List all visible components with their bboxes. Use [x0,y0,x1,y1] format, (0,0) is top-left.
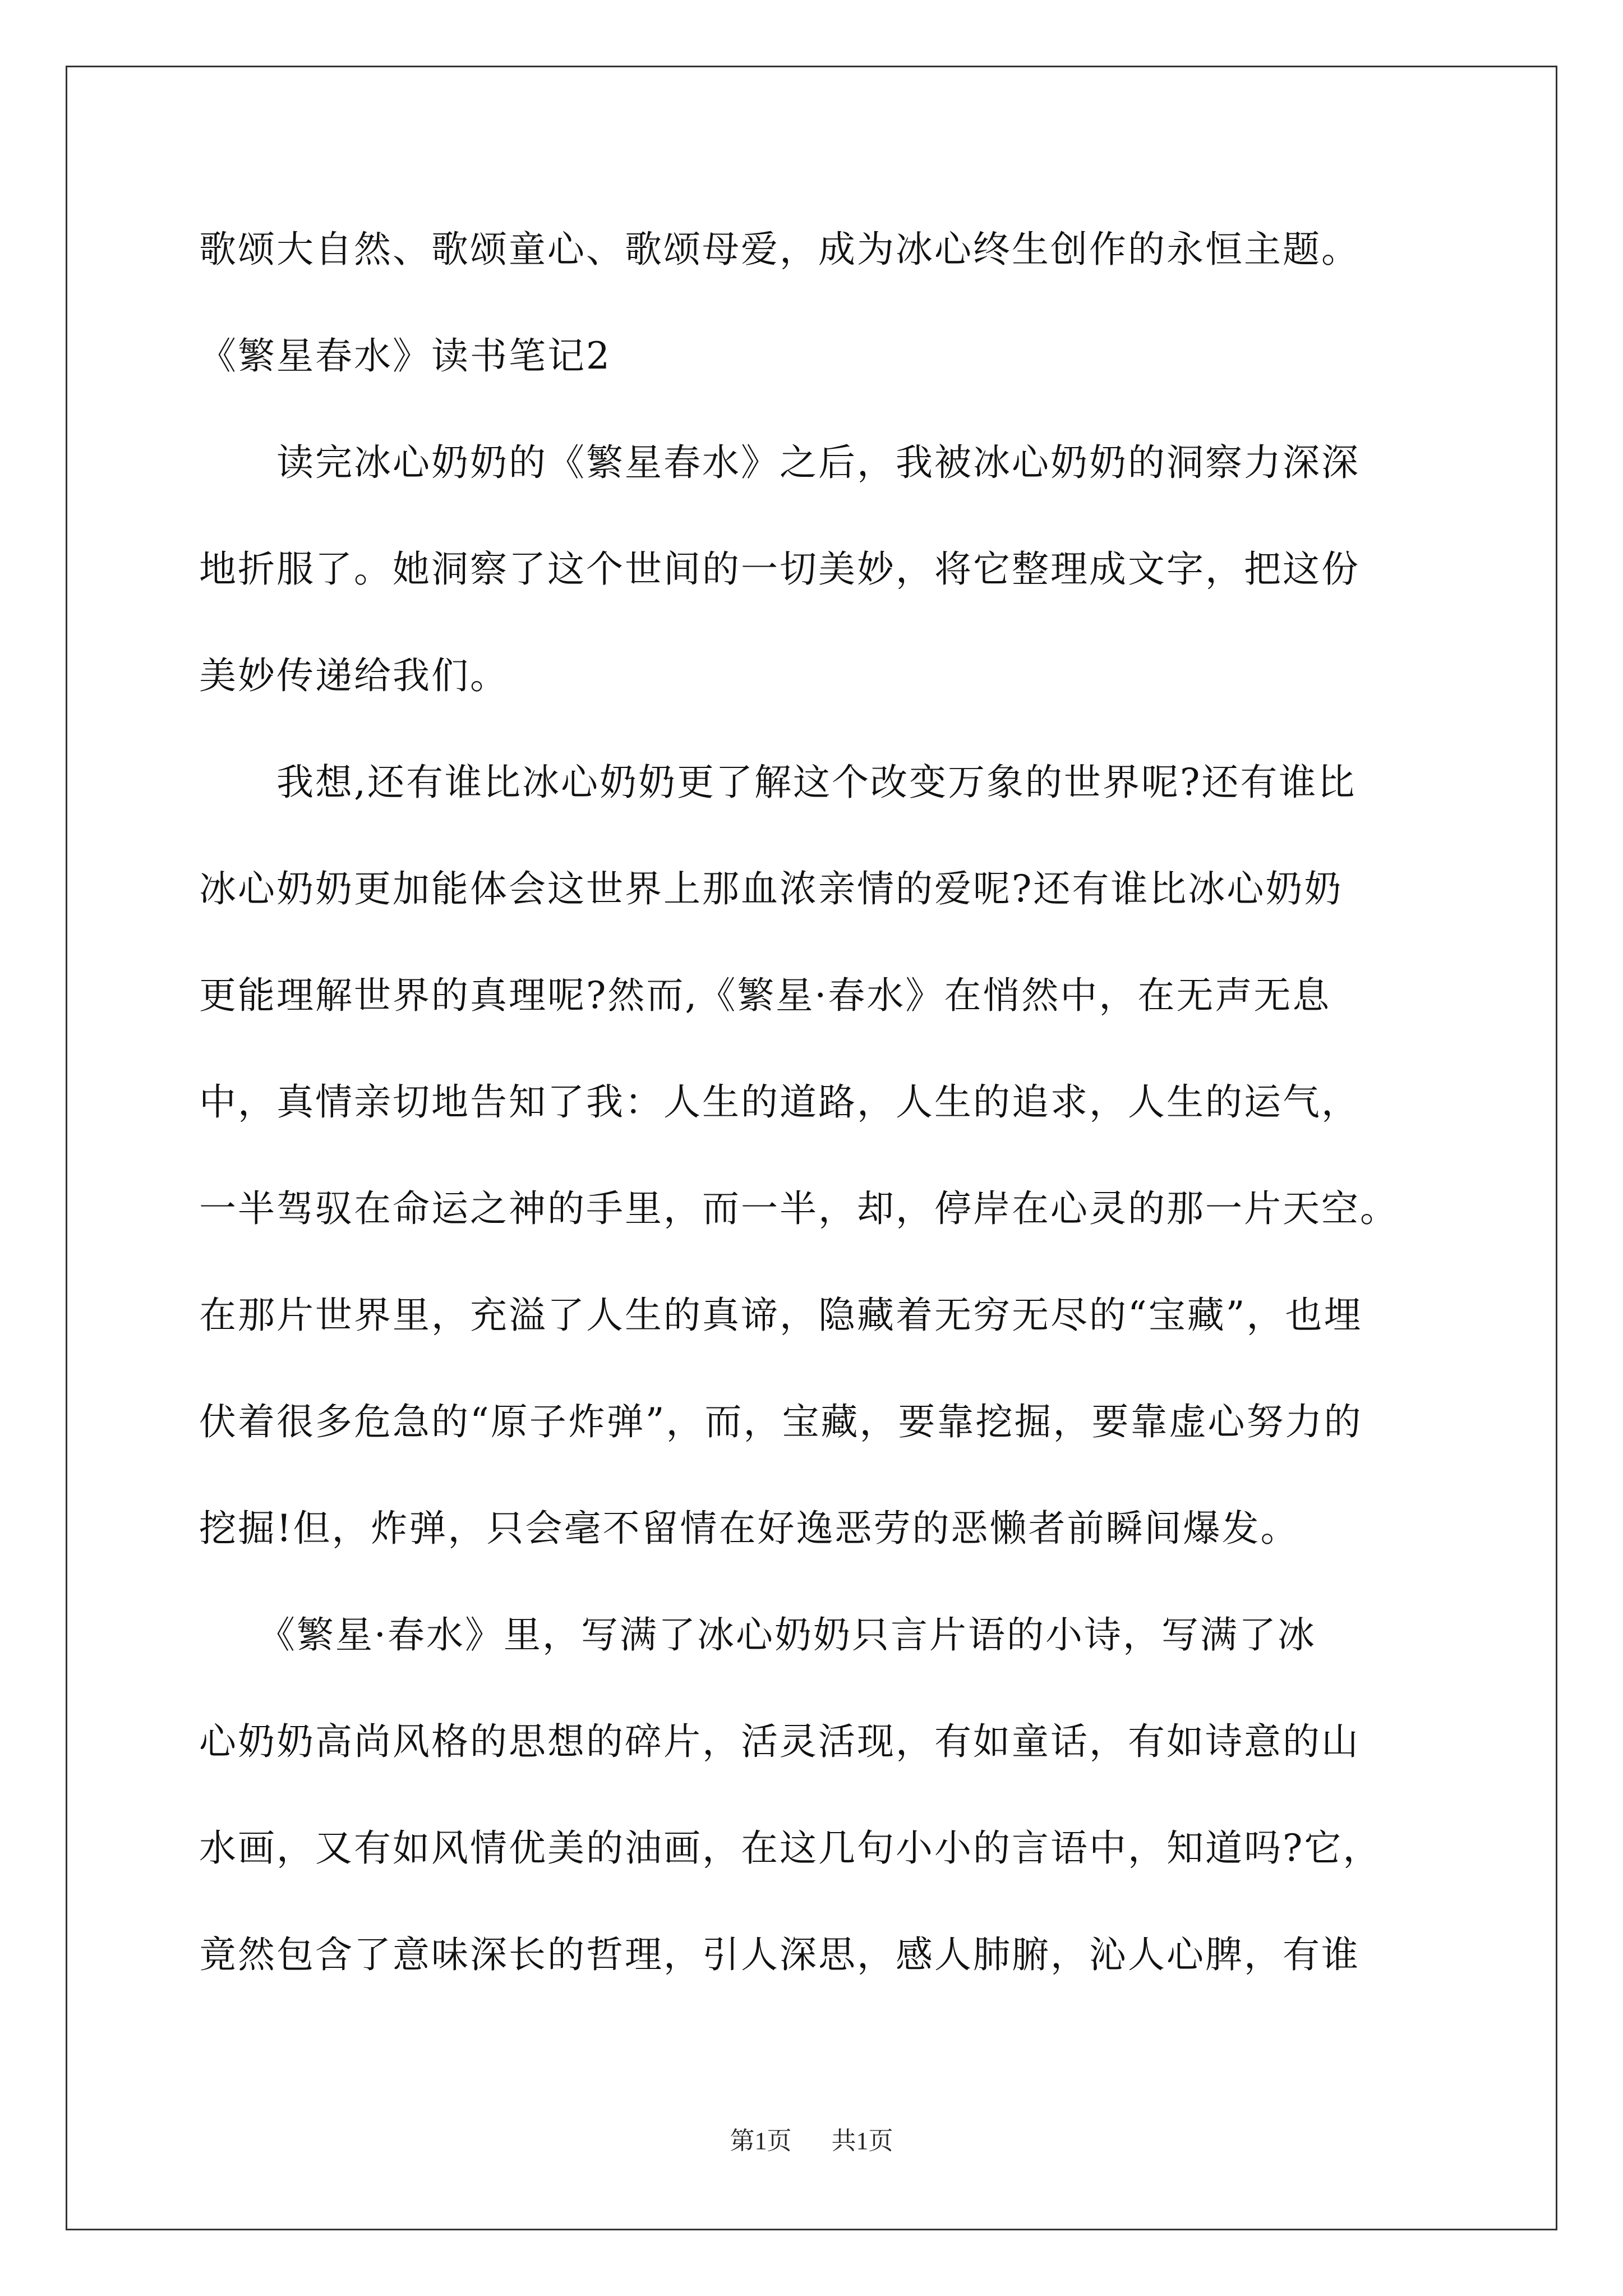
text-line: 中，真情亲切地告知了我：人生的道路，人生的追求，人生的运气， [199,1080,1360,1124]
text-line: 伏着很多危急的“原子炸弹”，而，宝藏，要靠挖掘，要靠虚心努力的 [199,1400,1363,1443]
text-line: 歌颂大自然、歌颂童心、歌颂母爱，成为冰心终生创作的永恒主题。 [199,228,1360,271]
text-line: 水画，又有如风情优美的油画，在这几句小小的言语中，知道吗?它， [199,1826,1382,1870]
page-number-total: 共1页 [831,2127,893,2155]
text-line: 读完冰心奶奶的《繁星春水》之后，我被冰心奶奶的洞察力深深 [199,441,1360,484]
text-line: 挖掘!但，炸弹，只会毫不留情在好逸恶劳的恶懒者前瞬间爆发。 [199,1507,1299,1550]
text-line: 我想,还有谁比冰心奶奶更了解这个改变万象的世界呢?还有谁比 [199,761,1357,804]
text-line: 在那片世界里，充溢了人生的真谛，隐藏着无穷无尽的“宝藏”，也埋 [199,1294,1363,1337]
text-line: 竟然包含了意味深长的哲理，引人深思，感人肺腑，沁人心脾，有谁 [199,1933,1360,1976]
text-line: 一半驾驭在命运之神的手里，而一半，却，停岸在心灵的那一片天空。 [199,1187,1399,1230]
text-line: 心奶奶高尚风格的思想的碎片，活灵活现，有如童话，有如诗意的山 [199,1720,1360,1763]
text-line: 美妙传递给我们。 [199,654,509,697]
text-line: 地折服了。她洞察了这个世间的一切美妙，将它整理成文字，把这份 [199,547,1360,591]
text-line: 更能理解世界的真理呢?然而,《繁星·春水》在悄然中，在无声无息 [199,974,1331,1017]
section-heading: 《繁星春水》读书笔记2 [199,334,611,378]
page-number-current: 第1页 [730,2127,792,2155]
body-text [199,196,1424,2008]
text-line: 冰心奶奶更加能体会这世界上那血浓亲情的爱呢?还有谁比冰心奶奶 [199,867,1343,910]
text-line: 《繁星·春水》里，写满了冰心奶奶只言片语的小诗，写满了冰 [199,1613,1316,1657]
page-footer [0,2120,1623,2156]
